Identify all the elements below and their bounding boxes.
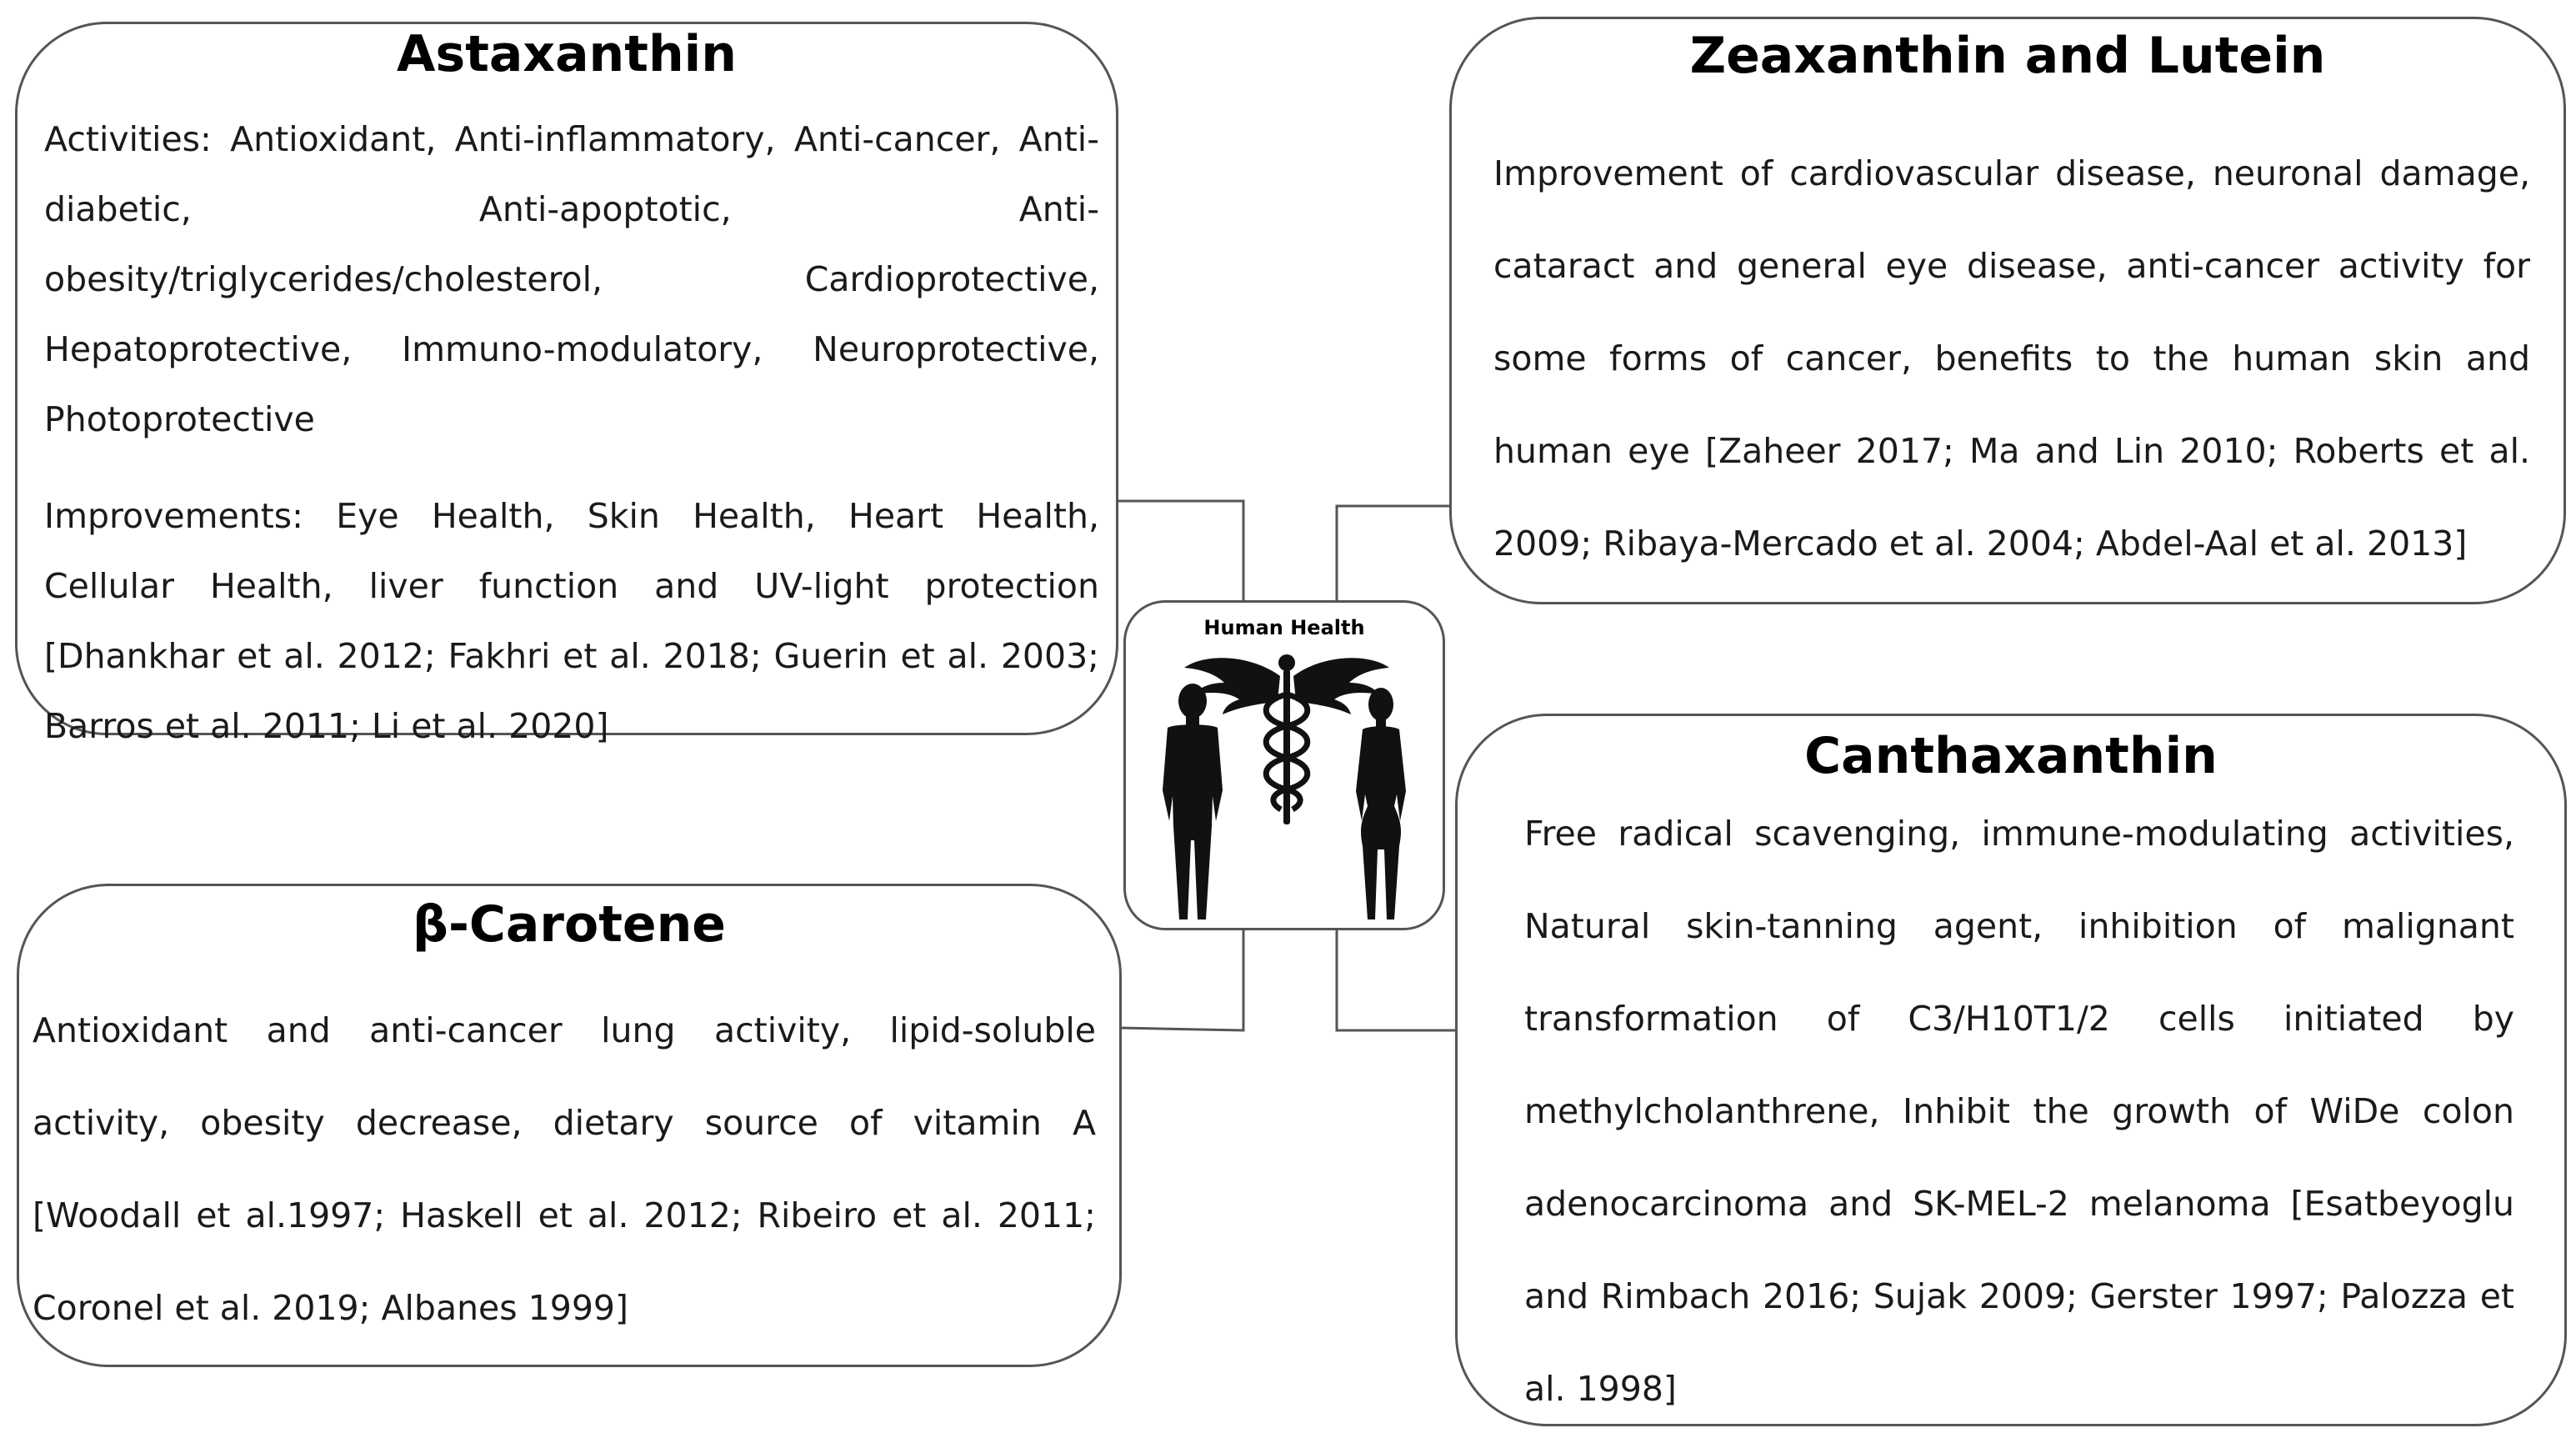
zeaxanthin-box bbox=[1449, 17, 2566, 604]
connector-astaxanthin bbox=[1117, 501, 1243, 600]
astaxanthin-title: Astaxanthin bbox=[397, 25, 737, 83]
carotene-box bbox=[17, 884, 1122, 1367]
male-silhouette-icon bbox=[1163, 684, 1223, 919]
carotene-text: Antioxidant and anti-cancer lung activity, lipid-soluble activity, obesity decrease, dietary source of vitamin A [Woodall et al.1997; Haskell et al. 2012; Ribeiro et al. 2011; Coronel et al. 2019; Albanes 1999] bbox=[33, 1010, 1096, 1328]
connector-carotene bbox=[1120, 930, 1243, 1030]
carotene-title: β-Carotene bbox=[413, 895, 726, 954]
canthaxanthin-text: Free radical scavenging, immune-modulating activities, Natural skin-tanning agent, inhibition of malignant transformation of C3/H10T1/2 cells initiated by methylcholanthrene, Inhibit the growth of WiDe colon adenocarcinoma and SK-MEL-2 melanoma [Esatbeyoglu and Rimbach 2016; Sujak 2009; Gerster 1997; Palozza et al. 1998] bbox=[1524, 814, 2514, 1409]
connector-zeaxanthin bbox=[1337, 506, 1449, 600]
zeaxanthin-text: Improvement of cardiovascular disease, neuronal damage, cataract and general eye disease, anti-cancer activity for some forms of cancer, benefits to the human skin and human eye [Zaheer 2017; Ma and Lin 2010; Roberts et al. 2009; Ribaya-Mercado et al. 2004; Abdel-Aal et al. 2013] bbox=[1493, 153, 2530, 564]
astaxanthin-box bbox=[15, 22, 1118, 746]
connector-canthaxanthin bbox=[1337, 930, 1455, 1030]
zeaxanthin-title: Zeaxanthin and Lutein bbox=[1689, 27, 2326, 85]
canthaxanthin-box bbox=[1455, 714, 2567, 1426]
female-silhouette-icon bbox=[1356, 688, 1406, 919]
human-health-label: Human Health bbox=[1203, 616, 1365, 639]
human-health-hub bbox=[1123, 600, 1445, 930]
canthaxanthin-title: Canthaxanthin bbox=[1804, 727, 2218, 785]
astaxanthin-activities: Activities: Antioxidant, Anti-inflammatory, Anti-cancer, Anti-diabetic, Anti-apoptotic, Anti-obesity/triglycerides/cholesterol, Cardioprotective, Hepatoprotective, Immuno-modulatory, Neuroprotective, Photoprotective bbox=[44, 119, 1099, 439]
astaxanthin-improvements: Improvements: Eye Health, Skin Health, Heart Health, Cellular Health, liver function and UV-light protection [Dhankhar et al. 2012; Fakhri et al. 2018; Guerin et al. 2003; Barros et al. 2011; Li et al. 2020] bbox=[44, 496, 1099, 746]
